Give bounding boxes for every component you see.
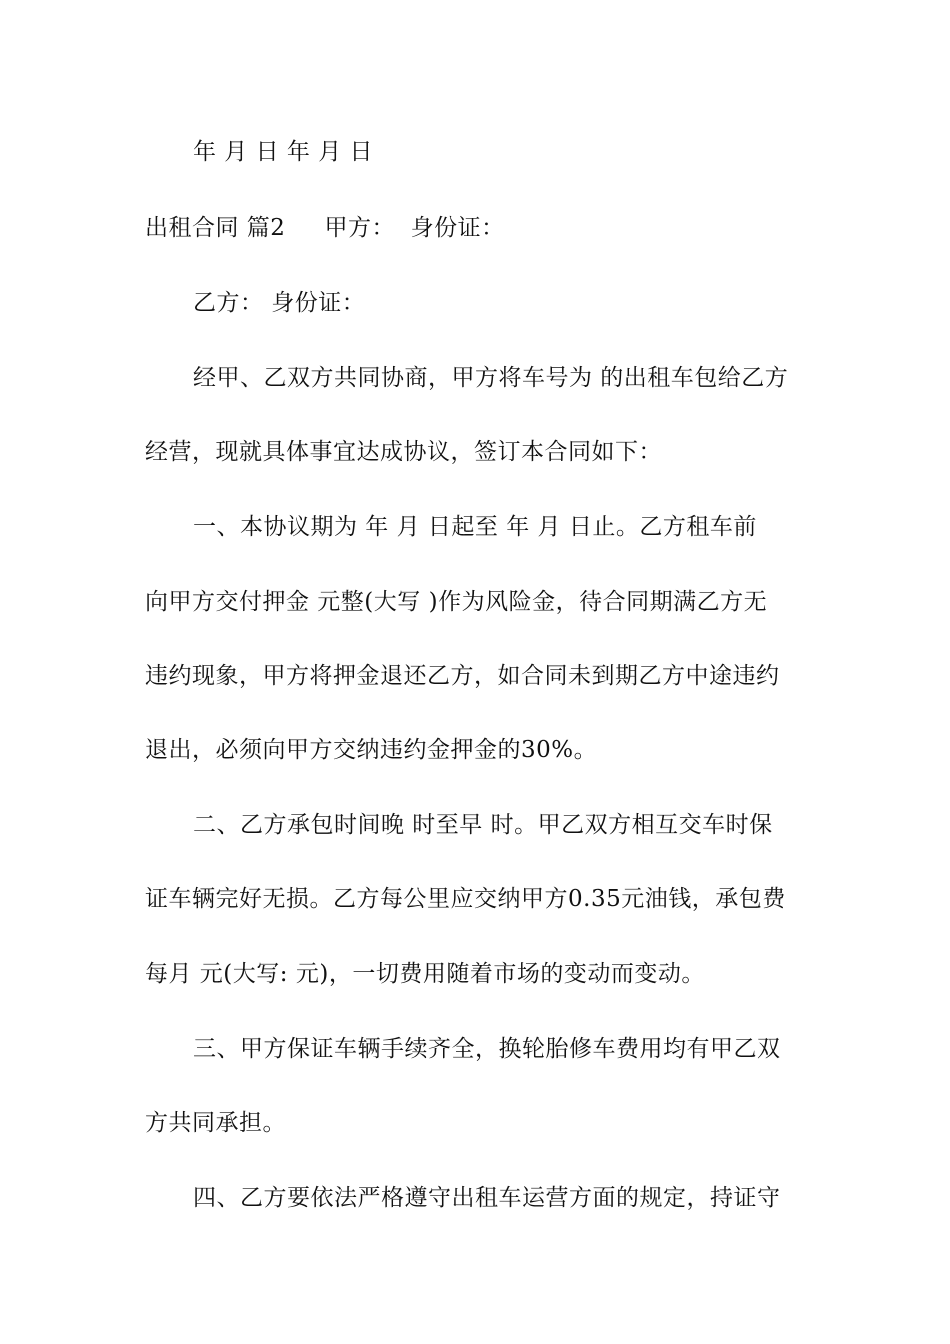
clause-3-line-2: 方共同承担。 (145, 1110, 286, 1136)
clause-2-line-3: 每月 元(大写: 元)，一切费用随着市场的变动而变动。 (145, 961, 705, 987)
clause-1-line-2: 向甲方交付押金 元整(大写 )作为风险金，待合同期满乙方无 (145, 589, 768, 615)
clause-1-line-3: 违约现象，甲方将押金退还乙方，如合同未到期乙方中途违约 (145, 663, 780, 689)
clause-1-line-1: 一、本协议期为 年 月 日起至 年 月 日止。乙方租车前 (193, 514, 757, 540)
clause-2-line-2: 证车辆完好无损。乙方每公里应交纳甲方0.35元油钱，承包费 (145, 886, 786, 912)
clause-4-line-1: 四、乙方要依法严格遵守出租车运营方面的规定，持证守 (193, 1185, 781, 1211)
paragraph-intro-line-1: 经甲、乙双方共同协商，甲方将车号为 的出租车包给乙方 (193, 365, 789, 391)
clause-3-line-1: 三、甲方保证车辆手续齐全，换轮胎修车费用均有甲乙双 (193, 1036, 781, 1062)
paragraph-intro-line-2: 经营，现就具体事宜达成协议，签订本合同如下： (145, 439, 662, 465)
party-b-line: 乙方： 身份证： (193, 290, 366, 316)
date-line: 年 月 日 年 月 日 (193, 139, 374, 165)
clause-2-line-1: 二、乙方承包时间晚 时至早 时。甲乙双方相互交车时保 (193, 812, 773, 838)
clause-1-line-4: 退出，必须向甲方交纳违约金押金的30%。 (145, 737, 598, 763)
contract-header-line: 出租合同 篇2 甲方： 身份证： (145, 215, 505, 241)
